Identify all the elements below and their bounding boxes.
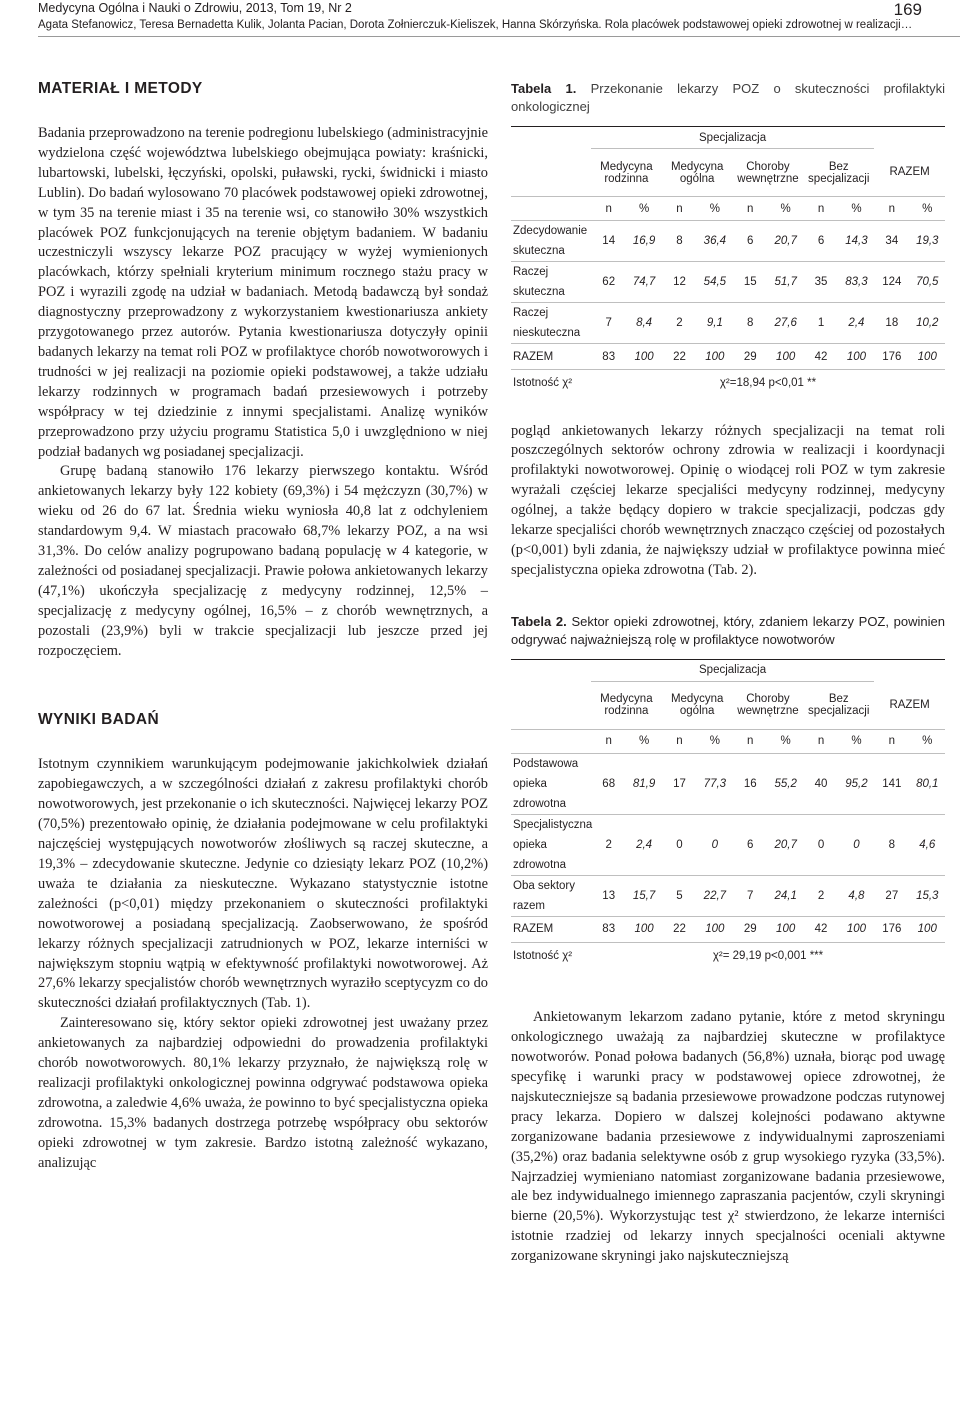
table1-row-label: Raczej nieskuteczna bbox=[511, 303, 591, 344]
table-cell: 5 bbox=[662, 875, 697, 916]
results-heading: WYNIKI BADAŃ bbox=[38, 711, 160, 729]
table1-group-header: Specjalizacja bbox=[591, 127, 874, 149]
table-cell: 15,7 bbox=[626, 875, 661, 916]
table2-row-label: RAZEM bbox=[511, 916, 591, 942]
table2-subheader: n bbox=[733, 729, 768, 753]
table2-row-label: Oba sektory razem bbox=[511, 875, 591, 916]
table-cell: 0 bbox=[839, 814, 874, 875]
table1-subheader: % bbox=[839, 197, 874, 221]
table2-subheader: % bbox=[910, 729, 945, 753]
table-cell: 100 bbox=[768, 916, 803, 942]
table-cell: 27 bbox=[874, 875, 909, 916]
table-cell: 8 bbox=[733, 303, 768, 344]
table-cell: 81,9 bbox=[626, 753, 661, 814]
table-cell: 100 bbox=[839, 916, 874, 942]
table1-subheader: n bbox=[662, 197, 697, 221]
table-cell: 15,3 bbox=[910, 875, 945, 916]
table-cell: 7 bbox=[733, 875, 768, 916]
table-cell: 8,4 bbox=[626, 303, 661, 344]
table1-subheader: n bbox=[874, 197, 909, 221]
table-row bbox=[511, 875, 945, 916]
table1-col-header: Choroby wewnętrzne bbox=[737, 160, 799, 185]
table1-col-header: Bez specjalizacji bbox=[808, 160, 870, 185]
table-row bbox=[511, 753, 945, 814]
table2-subheader: n bbox=[874, 729, 909, 753]
table-cell: 80,1 bbox=[910, 753, 945, 814]
table-cell: 14 bbox=[591, 221, 626, 262]
header-rule bbox=[38, 36, 960, 37]
table2-caption-text: Sektor opieki zdrowotnej, który, zdaniem lekarzy POZ, powinien odgrywać najważniejszą rolę w profilaktyce nowotworów bbox=[511, 613, 945, 647]
methods-paragraph-1: Badania przeprowadzono na terenie podregionu lubelskiego (administracyjnie wydzielona część województwa lubelskiego obejmująca powiaty: kraśnicki, lubartowski, lubelski, łęczyński, opolski, puławski, rycki, świdnicki i miasto Lublin). Do badań wylosowano 70 placówek podstawowej opieki zdrowotnej, w tym 35 na terenie miast i 35 na terenie wsi, co stanowiło 30% wszystkich placówek POZ funkcjonujących na terenie objętym badaniem. W badaniu uczestniczyli wszyscy lekarze POZ pracujący w wyżej wymienionych placówkach, którzy spełniali kryterium minimum rocznego stażu pracy w POZ i wyrazili zgodę na udział w badaniach. Metodą badawczą był sondaż diagnostyczny przeprowadzony z wykorzystaniem kwestionariusza ankiety przygotowanego przez autorów. Pytania kwestionariusza dotyczyły opinii badanych lekarzy na temat roli POZ w profilaktyce chorób nowotworowych i trudności w jej realizacji na poziomie opieki podstawowej, a także udziału lekarzy rodzinnych w programach badań przesiewowych i potrzeby współpracy w tej dziedzinie z innymi specjalistami. Analizę wyników przeprowadzono przy użyciu programu Statistica 5,0 i uwzględniono w niej podział badanych wg posiadanej specjalizacji. bbox=[38, 125, 489, 460]
table-cell: 0 bbox=[803, 814, 838, 875]
table-cell: 100 bbox=[626, 344, 661, 370]
table-cell: 54,5 bbox=[697, 262, 732, 303]
table1 bbox=[511, 126, 945, 396]
methods-heading: MATERIAŁ I METODY bbox=[38, 80, 203, 97]
table-cell: 77,3 bbox=[697, 753, 732, 814]
table-cell: 29 bbox=[733, 916, 768, 942]
table2-row-label: Specjalistyczna opieka zdrowotna bbox=[511, 814, 591, 875]
table-cell: 6 bbox=[733, 221, 768, 262]
table-cell: 0 bbox=[662, 814, 697, 875]
table1-subheader: % bbox=[910, 197, 945, 221]
table-cell: 42 bbox=[803, 344, 838, 370]
table-cell: 74,7 bbox=[626, 262, 661, 303]
table2-significance-value: χ²= 29,19 p<0,001 *** bbox=[591, 942, 945, 968]
table2-subheader: % bbox=[697, 729, 732, 753]
table-cell: 176 bbox=[874, 344, 909, 370]
table-cell: 70,5 bbox=[910, 262, 945, 303]
table2-col-header: RAZEM bbox=[889, 699, 930, 711]
table1-subheader: n bbox=[591, 197, 626, 221]
table-cell: 2 bbox=[803, 875, 838, 916]
table-row bbox=[511, 942, 945, 968]
table-cell: 13 bbox=[591, 875, 626, 916]
table1-label: Tabela 1. bbox=[511, 81, 577, 96]
table-cell: 6 bbox=[803, 221, 838, 262]
page-number: 169 bbox=[893, 0, 922, 19]
table-cell: 12 bbox=[662, 262, 697, 303]
table-row bbox=[511, 344, 945, 370]
table-cell: 40 bbox=[803, 753, 838, 814]
table-cell: 0 bbox=[697, 814, 732, 875]
table-cell: 19,3 bbox=[910, 221, 945, 262]
table-cell: 4,6 bbox=[910, 814, 945, 875]
table-row bbox=[511, 262, 945, 303]
results-paragraph-4: Ankietowanym lekarzom zadano pytanie, które z metod skryningu onkologicznego uważają za najbardziej skuteczne w profilaktyce nowotworów. Ponad połowa badanych (56,8%) uznała, biorąc pod uwagę specyfikę i warunki pracy w podstawowej opiece zdrowotnej, że najskuteczniejsze są badania przesiewowe prowadzone podczas rutynowej pracy lekarza. Dopiero w dalszej kolejności podawano aktywne zorganizowane badania przesiewowe z indywidualnymi zaproszeniami (35,2%) oraz badania selektywne osób z grup wysokiego ryzyka (33,5%). Najrzadziej wymieniano natomiast zorganizowane badania przesiewowe, ale bez indywidualnego imiennego zapraszania pacjentów, czyli skryningi bierne (20,5%). Wykorzystując test χ² stwierdzono, że lekarze interniści istotnie rzadziej od lekarzy innych specjalności oceniali aktywne zorganizowane skryningi jako najskuteczniejszą bbox=[511, 1009, 945, 1265]
table2-subheader: % bbox=[626, 729, 661, 753]
table2-subheader: n bbox=[662, 729, 697, 753]
table2 bbox=[511, 659, 945, 969]
results-paragraph-3: pogląd ankietowanych lekarzy różnych specjalizacji na temat roli poszczególnych sektorów ochrony zdrowia w realizacji i koordynacji profilaktyki nowotworowej. Opinię o wiodącej roli POZ w tym zakresie wyrażali częściej lekarze specjaliści medycyny rodzinnej, medycyny ogólnej, a także będący dopiero w trakcie specjalizacji, podczas gdy lekarze specjaliści chorób wewnętrznych znacząco częściej od pozostałych (p<0,001) byli zdania, że największy udział w profilaktyce powinna mieć specjalistyczna opieka zdrowotna (Tab. 2). bbox=[511, 422, 945, 578]
table1-caption bbox=[511, 80, 945, 116]
table-cell: 100 bbox=[768, 344, 803, 370]
table-cell: 176 bbox=[874, 916, 909, 942]
results-paragraph-1: Istotnym czynnikiem warunkującym podejmowanie jakichkolwiek działań zapobiegawczych, a w szczególności działań z zakresu profilaktyki chorób nowotworowych, jest przekonanie o ich skuteczności. Najwięcej lekarzy POZ (70,5%) prezentowało opinię, że działania podejmowane w celu profilaktyki najczęściej występujących nowotworów złośliwych są raczej skuteczne, a 19,3% – zdecydowanie skuteczne. Jedynie co dziesiąty lekarz POZ (10,2%) uważa te działania za nieskuteczne. Wykazano statystycznie istotne zależności (p<0,01) między przekonaniem o skuteczności profilaktyki nowotworowej a posiadaną specjalizacją. Zaobserwowano, że spośród lekarzy różnych specjalizacji zatrudnionych w POZ, lekarze interniści w największym stopniu wątpią w efektywność profilaktyki nowotworowej. Aż 27,6% lekarzy specjalistów chorób wewnętrznych wyraziło sceptycyzm co do skuteczności działań profilaktycznych (Tab. 1). bbox=[38, 756, 488, 1012]
journal-title: Medycyna Ogólna i Nauki o Zdrowiu, 2013, Tom 19, Nr 2 bbox=[38, 1, 352, 15]
table1-col-header: Medycyna rodzinna bbox=[600, 160, 653, 185]
table-cell: 22,7 bbox=[697, 875, 732, 916]
table1-significance-value: χ²=18,94 p<0,01 ** bbox=[591, 370, 945, 396]
table-row bbox=[511, 221, 945, 262]
table2-group-header: Specjalizacja bbox=[591, 659, 874, 681]
table1-subheader: n bbox=[803, 197, 838, 221]
table2-col-header: Bez specjalizacji bbox=[808, 693, 870, 718]
table2-col-header: Medycyna ogólna bbox=[670, 693, 724, 718]
table1-significance-label: Istotność χ² bbox=[511, 370, 591, 396]
table-cell: 20,7 bbox=[768, 221, 803, 262]
table-cell: 22 bbox=[662, 344, 697, 370]
results-text-right-bottom bbox=[511, 1008, 945, 1267]
table-cell: 100 bbox=[910, 344, 945, 370]
left-column bbox=[38, 80, 488, 1174]
table-cell: 8 bbox=[874, 814, 909, 875]
table-cell: 35 bbox=[803, 262, 838, 303]
table-cell: 27,6 bbox=[768, 303, 803, 344]
table-cell: 51,7 bbox=[768, 262, 803, 303]
table-cell: 2 bbox=[591, 814, 626, 875]
table-cell: 100 bbox=[839, 344, 874, 370]
table2-subheader: % bbox=[839, 729, 874, 753]
table1-col-header: Medycyna ogólna bbox=[670, 160, 724, 185]
table-cell: 20,7 bbox=[768, 814, 803, 875]
table-cell: 36,4 bbox=[697, 221, 732, 262]
table-cell: 4,8 bbox=[839, 875, 874, 916]
table1-row-label: RAZEM bbox=[511, 344, 591, 370]
table-cell: 100 bbox=[697, 344, 732, 370]
table1-subheader: n bbox=[733, 197, 768, 221]
table-cell: 68 bbox=[591, 753, 626, 814]
table-cell: 42 bbox=[803, 916, 838, 942]
table-cell: 2,4 bbox=[839, 303, 874, 344]
table-cell: 34 bbox=[874, 221, 909, 262]
table-cell: 14,3 bbox=[839, 221, 874, 262]
table-cell: 18 bbox=[874, 303, 909, 344]
table1-row-label: Raczej skuteczna bbox=[511, 262, 591, 303]
results-paragraph-2: Zainteresowano się, który sektor opieki zdrowotnej jest uważany przez ankietowanych za najbardziej odpowiedni do prowadzenia profilaktyki chorób nowotworowych. 80,1% lekarzy przyznało, że największą rolę w realizacji profilaktyki onkologicznej powinna odgrywać podstawowa opieka zdrowotna, a zaledwie 4,6% uważa, że powinno to być specjalistyczna opieka zdrowotna. 15,3% badanych dostrzega potrzebę współpracy obu sektorów opieki zdrowotnej w tym zakresie. Bardzo istotną zależność wykazano, analizując bbox=[38, 1015, 488, 1171]
table-cell: 2,4 bbox=[626, 814, 661, 875]
table-cell: 100 bbox=[910, 916, 945, 942]
table-cell: 9,1 bbox=[697, 303, 732, 344]
table-cell: 7 bbox=[591, 303, 626, 344]
table-cell: 1 bbox=[803, 303, 838, 344]
table-cell: 100 bbox=[626, 916, 661, 942]
table1-subheader: % bbox=[697, 197, 732, 221]
table-cell: 10,2 bbox=[910, 303, 945, 344]
table2-row-label: Podstawowa opieka zdrowotna bbox=[511, 753, 591, 814]
table2-significance-label: Istotność χ² bbox=[511, 942, 591, 968]
table-cell: 29 bbox=[733, 344, 768, 370]
table2-label: Tabela 2. bbox=[511, 613, 567, 629]
table1-col-header: RAZEM bbox=[889, 166, 930, 179]
table2-col-header: Choroby wewnętrzne bbox=[737, 693, 799, 718]
methods-text bbox=[38, 124, 488, 661]
table2-subheader: n bbox=[803, 729, 838, 753]
table-cell: 141 bbox=[874, 753, 909, 814]
table1-subheader: % bbox=[768, 197, 803, 221]
table-cell: 6 bbox=[733, 814, 768, 875]
table-cell: 15 bbox=[733, 262, 768, 303]
article-authors-title: Agata Stefanowicz, Teresa Bernadetta Kulik, Jolanta Pacian, Dorota Żołnierczuk-Kieliszek, Hanna Skórzyńska. Rola placówek podstawowej opieki zdrowotnej w realizacji… bbox=[38, 19, 913, 31]
table-cell: 22 bbox=[662, 916, 697, 942]
table1-row-label: Zdecydowanie skuteczna bbox=[511, 221, 591, 262]
table-cell: 62 bbox=[591, 262, 626, 303]
table-cell: 83 bbox=[591, 344, 626, 370]
table-cell: 16 bbox=[733, 753, 768, 814]
table2-subheader: n bbox=[591, 729, 626, 753]
table-cell: 16,9 bbox=[626, 221, 661, 262]
table-cell: 55,2 bbox=[768, 753, 803, 814]
table-cell: 100 bbox=[697, 916, 732, 942]
right-column bbox=[511, 80, 945, 1267]
table-cell: 2 bbox=[662, 303, 697, 344]
table-cell: 83 bbox=[591, 916, 626, 942]
methods-paragraph-2: Grupę badaną stanowiło 176 lekarzy pierwszego kontaktu. Wśród ankietowanych lekarzy były 122 kobiety (69,3%) i 54 mężczyzn (30,7%) w wieku od 26 do 67 lat. Średnia wieku wyniosła 40,8 lat z odchyleniem standardowym 9,4. W miastach pracowało 68,7% lekarzy POZ, a na wsi 31,3%. Do celów analizy pogrupowano badaną populację w 4 kategorie, w zależności od posiadanej specjalizacji. Prawie połowa ankietowanych lekarzy (47,1%) ukończyła specjalizację z medycyny rodzinnej, 12,5% – specjalizację z medycyny ogólnej, 16,5% – z chorób wewnętrznych, a pozostali (23,9%) byli w trakcie specjalizacji lub jeszcze przed jej rozpoczęciem. bbox=[38, 463, 488, 659]
table-row bbox=[511, 814, 945, 875]
table1-subheader: % bbox=[626, 197, 661, 221]
table-cell: 8 bbox=[662, 221, 697, 262]
table-cell: 17 bbox=[662, 753, 697, 814]
table2-col-header: Medycyna rodzinna bbox=[600, 693, 653, 718]
table2-subheader: % bbox=[768, 729, 803, 753]
results-text-right-top bbox=[511, 422, 945, 581]
table-row bbox=[511, 370, 945, 396]
table-cell: 95,2 bbox=[839, 753, 874, 814]
table-row bbox=[511, 303, 945, 344]
table1-caption-text: Przekonanie lekarzy POZ o skuteczności profilaktyki onkologicznej bbox=[511, 81, 945, 114]
table-cell: 124 bbox=[874, 262, 909, 303]
table-row bbox=[511, 916, 945, 942]
results-text bbox=[38, 755, 488, 1173]
table-cell: 24,1 bbox=[768, 875, 803, 916]
table2-caption bbox=[511, 613, 945, 649]
table-cell: 83,3 bbox=[839, 262, 874, 303]
